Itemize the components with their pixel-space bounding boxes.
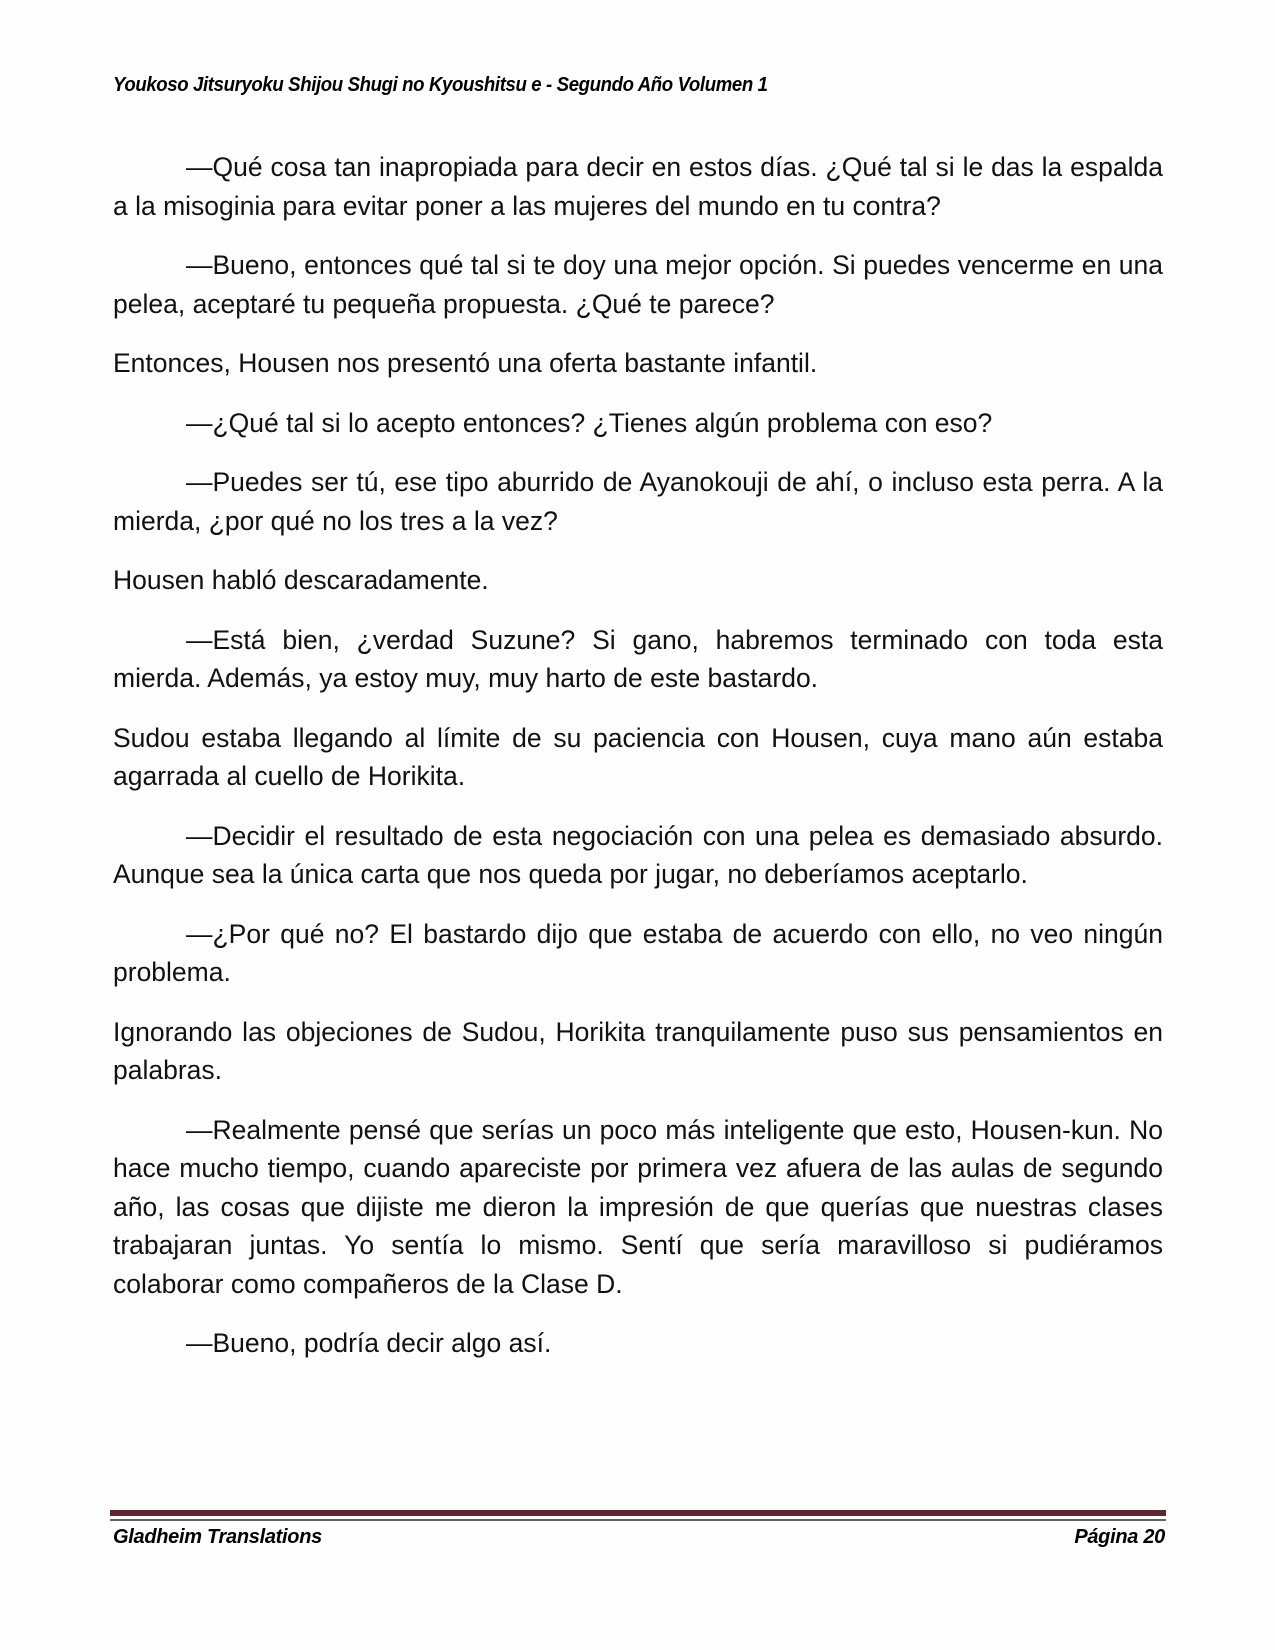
paragraph-dialogue: —Realmente pensé que serías un poco más inteligente que esto, Housen-kun. No hace mucho tiempo, cuando apareciste por primera vez afuera de las aulas de segundo año, las cosas que dijiste me dieron la impresión de que querías que nuestras clases trabajaran juntas. Yo sentía lo mismo. Sentí que sería maravilloso si pudiéramos colaborar como compañeros de la Clase D. xyxy=(113,1114,1163,1299)
paragraph-narration: Sudou estaba llegando al límite de su paciencia con Housen, cuya mano aún estaba agarrada al cuello de Horikita. xyxy=(113,722,1163,791)
paragraph-dialogue: —Decidir el resultado de esta negociación con una pelea es demasiado absurdo. Aunque sea la única carta que nos queda por jugar, no deberíamos aceptarlo. xyxy=(113,820,1163,889)
paragraph-dialogue: —Bueno, entonces qué tal si te doy una mejor opción. Si puedes vencerme en una pelea, aceptaré tu pequeña propuesta. ¿Qué te parece? xyxy=(113,250,1163,319)
page-footer xyxy=(113,1526,1165,1549)
running-header-title: Youkoso Jitsuryoku Shijou Shugi no Kyoushitsu e - Segundo Año Volumen 1 xyxy=(113,74,768,96)
paragraph-narration: Housen habló descaradamente. xyxy=(113,565,489,595)
footer-divider xyxy=(110,1510,1166,1521)
paragraph-dialogue: —¿Por qué no? El bastardo dijo que estaba de acuerdo con ello, no veo ningún problema. xyxy=(113,918,1163,987)
footer-publisher: Gladheim Translations xyxy=(113,1526,322,1548)
footer-divider-thin xyxy=(110,1519,1166,1521)
paragraph-dialogue: —Bueno, podría decir algo así. xyxy=(186,1328,552,1358)
paragraph-dialogue: —¿Qué tal si lo acepto entonces? ¿Tienes algún problema con eso? xyxy=(186,407,993,438)
footer-page-number: Página 20 xyxy=(1074,1526,1165,1548)
footer-divider-thick xyxy=(110,1510,1166,1516)
paragraph-dialogue: —Puedes ser tú, ese tipo aburrido de Ayanokouji de ahí, o incluso esta perra. A la mierda, ¿por qué no los tres a la vez? xyxy=(113,467,1163,536)
paragraph-narration: Entonces, Housen nos presentó una oferta bastante infantil. xyxy=(113,348,818,378)
paragraph-dialogue: —Está bien, ¿verdad Suzune? Si gano, habremos terminado con toda esta mierda. Además, ya estoy muy, muy harto de este bastardo. xyxy=(113,624,1163,693)
paragraph-dialogue: —Qué cosa tan inapropiada para decir en estos días. ¿Qué tal si le das la espalda a la misoginia para evitar poner a las mujeres del mundo en tu contra? xyxy=(113,152,1163,221)
paragraph-narration: Ignorando las objeciones de Sudou, Horikita tranquilamente puso sus pensamientos en palabras. xyxy=(113,1016,1163,1085)
body-text xyxy=(113,148,1163,1384)
